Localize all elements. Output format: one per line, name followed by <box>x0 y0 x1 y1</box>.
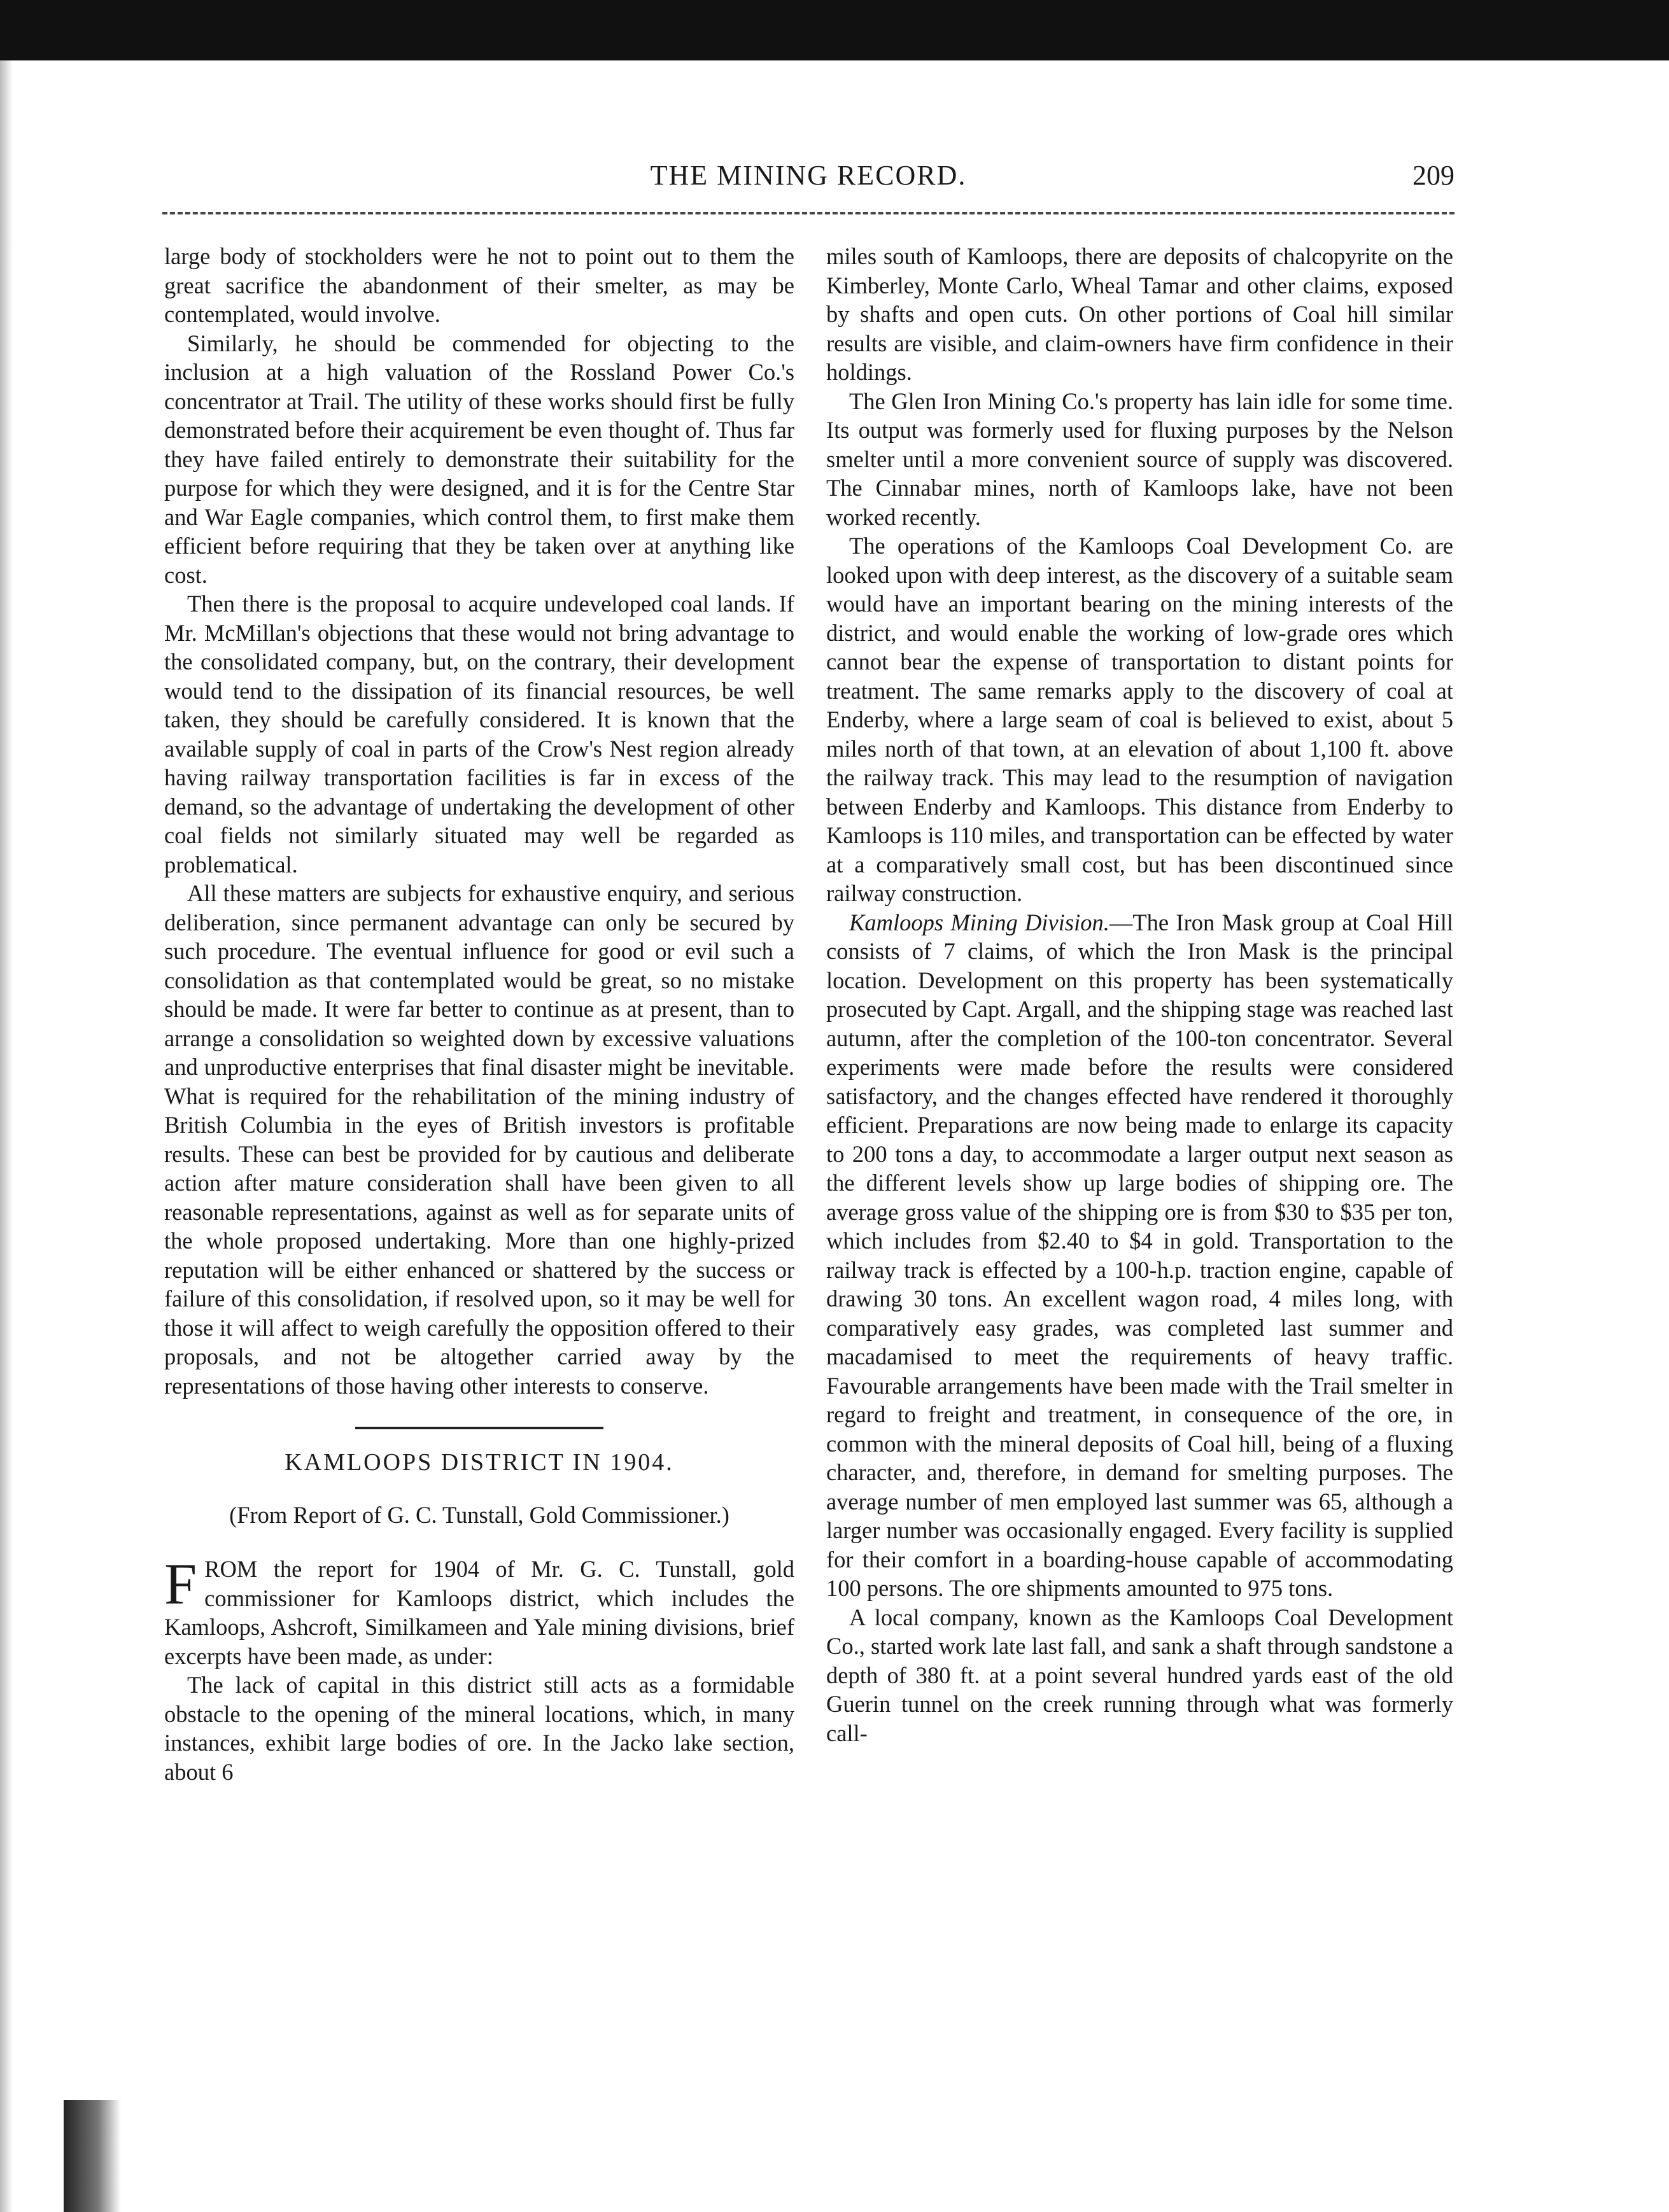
drop-cap: F <box>164 1551 197 1616</box>
paragraph: large body of stockholders were he not to point out to them the great sacrifice the abandonment of their smelter, as may be contemplated, would involve. <box>164 243 794 327</box>
header-rule <box>162 212 1454 214</box>
division-text: —The Iron Mask group at Coal Hill consists of 7 claims, of which the Iron Mask is the principal location. Development on this property has been systematically prosecuted by Capt. Argall, and the shipping stage was reached last autumn, after the completion of the 100-ton concentrator. Several experiments were made before the results were considered satisfactory, and the changes effected have rendered it thoroughly efficient. Preparations are now being made to enlarge its capacity to 200 tons a day, to accommodate a larger output next season as the different levels show up large bodies of shipping ore. The average gross value of the shipping ore is from $30 to $35 per ton, which includes from $2.40 to $4 in gold. Transportation to the railway track is effected by a 100-h.p. traction engine, capable of drawing 30 tons. An excellent wagon road, 4 miles long, with comparatively easy grades, was completed last summer and macadamised to meet the requirements of heavy traffic. Favourable arrangements have been made with the Trail smelter in regard to freight and treatment, in consequence of the ore, in common with the mineral deposits of Coal hill, being of a fluxing character, and, therefore, in demand for smelting purposes. The average number of men employed last summer was 65, although a larger number was occasionally engaged. Every facility is supplied for their comfort in a boarding-house capable of accommodating 100 persons. The ore shipments amounted to 975 tons. <box>826 909 1453 1601</box>
page-number: 209 <box>1412 160 1454 191</box>
paragraph: The lack of capital in this district still acts as a formidable obstacle to the opening of the mineral locations, which, in many instances, exhibit large bodies of ore. In the Jacko lake section, about 6 <box>164 1672 794 1785</box>
paragraph: miles south of Kamloops, there are deposits of chalcopyrite on the Kimberley, Monte Carlo, Wheal Tamar and other claims, exposed by shafts and open cuts. On other portions of Coal hill similar results are visible, and claim-owners have firm confidence in their holdings. <box>826 243 1453 385</box>
scan-left-edge <box>0 60 13 2212</box>
scan-smudge <box>64 2100 121 2212</box>
section-intro <box>164 1551 794 1670</box>
page-header <box>162 159 1454 204</box>
paragraph: A local company, known as the Kamloops Coal Development Co., started work late last fall, and sank a shaft through sandstone a depth of 380 ft. at a point several hundred yards east of the old Guerin tunnel on the creek running through what was formerly call- <box>826 1604 1453 1746</box>
right-column <box>826 242 1453 1747</box>
division-heading: Kamloops Mining Division. <box>849 909 1109 935</box>
section-rule <box>355 1427 603 1429</box>
running-title: THE MINING RECORD. <box>650 160 967 191</box>
section-source: (From Report of G. C. Tunstall, Gold Commissioner.) <box>229 1501 729 1528</box>
paragraph: The operations of the Kamloops Coal Development Co. are looked upon with deep interest, as the discovery of a suitable seam would have an important bearing on the mining interests of the district, and would enable the working of low-grade ores which cannot bear the expense of transportation to distant points for treatment. The same remarks apply to the discovery of coal at Enderby, where a large seam of coal is believed to exist, about 5 miles north of that town, at an elevation of about 1,100 ft. above the railway track. This may lead to the resumption of navigation between Enderby and Kamloops. This distance from Enderby to Kamloops is 110 miles, and transportation can be effected by water at a comparatively small cost, but has been discontinued since railway construction. <box>826 533 1453 906</box>
paragraph: Similarly, he should be commended for objecting to the inclusion at a high valuation of the Rossland Power Co.'s concentrator at Trail. The utility of these works should first be fully demonstrated before their acquirement be even thought of. Thus far they have failed entirely to demonstrate their suitability for the purpose for which they were designed, and it is for the Centre Star and War Eagle companies, which control them, to first make them efficient before requiring that they be taken over at anything like cost. <box>164 330 794 588</box>
section-intro-text: ROM the report for 1904 of Mr. G. C. Tunstall, gold commissioner for Kamloops district, which includes the Kamloops, Ashcroft, Similkameen and Yale mining divisions, brief excerpts have been made, as under: <box>164 1556 794 1669</box>
paragraph: All these matters are subjects for exhaustive enquiry, and serious deliberation, since permanent advantage can only be secured by such procedure. The eventual influence for good or evil such a consolidation as that contemplated would be great, so no mistake should be made. It were far better to continue as at present, than to arrange a consolidation so weighted down by excessive valuations and unproductive enterprises that final disaster might be inevitable. What is required for the rehabilitation of the mining industry of British Columbia in the eyes of British investors is profitable results. These can best be provided for by cautious and deliberate action after mature consideration shall have been given to all reasonable representations, against as well as for separate units of the whole proposed undertaking. More than one highly-prized reputation will be either enhanced or shattered by the success or failure of this consolidation, if resolved upon, so it may be well for those it will affect to weigh carefully the opposition offered to their proposals, and not be altogether carried away by the representations of those having other interests to conserve. <box>164 880 794 1399</box>
paragraph: The Glen Iron Mining Co.'s property has lain idle for some time. Its output was formerly used for fluxing purposes by the Nelson smelter until a more convenient source of supply was discovered. The Cinnabar mines, north of Kamloops lake, have not been worked recently. <box>826 388 1453 530</box>
left-column <box>164 242 794 1786</box>
division-paragraph <box>826 908 1453 1603</box>
scan-top-band <box>0 0 1669 60</box>
paragraph: Then there is the proposal to acquire undeveloped coal lands. If Mr. McMillan's objections that these would not bring advantage to the consolidated company, but, on the contrary, their development would tend to the dissipation of its financial resources, be well taken, they should be carefully considered. It is known that the available supply of coal in parts of the Crow's Nest region already having railway transportation facilities is far in excess of the demand, so the advantage of undertaking the development of other coal fields not similarly situated may well be regarded as problematical. <box>164 591 794 878</box>
section-title: KAMLOOPS DISTRICT IN 1904. <box>285 1449 674 1476</box>
